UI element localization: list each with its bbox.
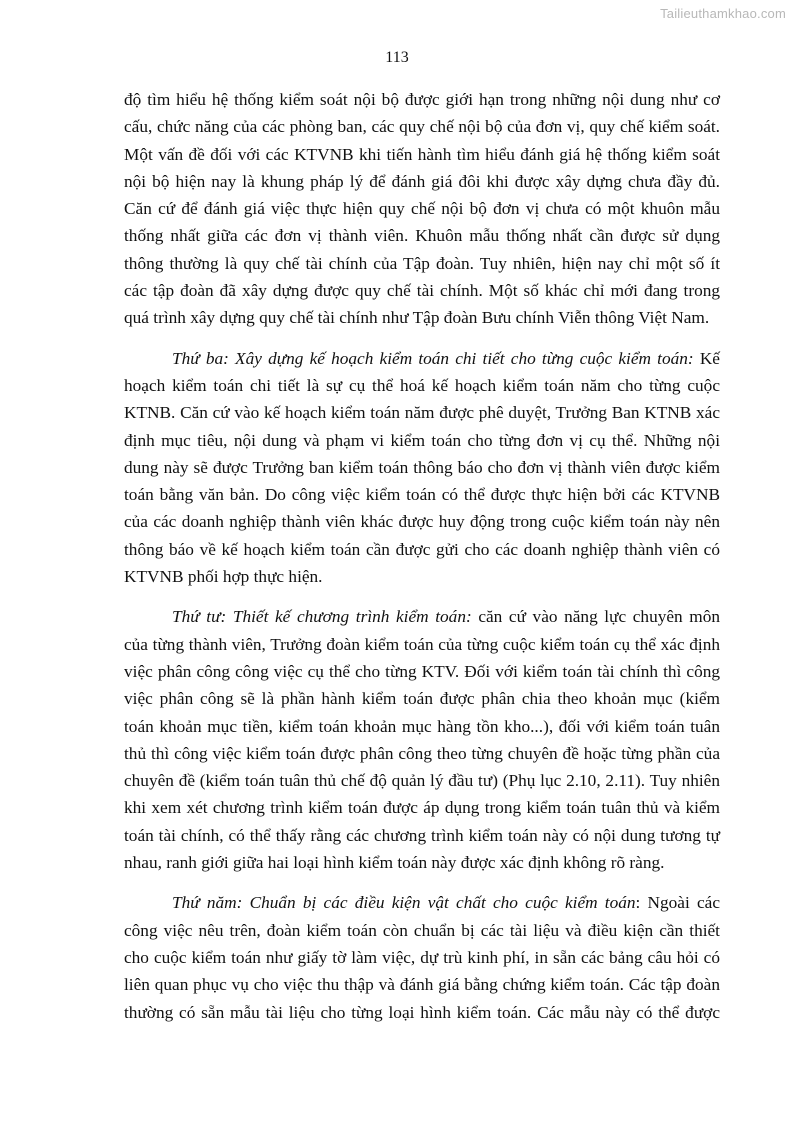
paragraph-3 bbox=[124, 603, 720, 876]
text-line: dung này sẽ được Trưởng ban kiểm toán thông báo cho đơn vị thành viên được kiểm bbox=[124, 457, 720, 477]
paragraph-4 bbox=[124, 889, 720, 1025]
heading-continuation: căn cứ vào năng lực chuyên môn bbox=[471, 607, 720, 627]
text-line: toán khoản mục tiền, kiểm toán khoản mục hàng tồn kho...), đối với kiểm toán tuân bbox=[124, 716, 720, 736]
text-line: của các doanh nghiệp thành viên khác được huy động trong cuộc kiểm toán này nên bbox=[124, 512, 720, 532]
document-body bbox=[124, 86, 720, 1039]
text-line: các tập đoàn đã xây dựng được quy chế tài chính. Một số khác chỉ mới đang trong bbox=[124, 281, 720, 301]
text-line: của từng thành viên, Trưởng đoàn kiểm toán của từng cuộc kiểm toán cụ thể xác định bbox=[124, 634, 720, 654]
text-line: Một vấn đề đối với các KTVNB khi tiến hành tìm hiểu đánh giá hệ thống kiểm soát bbox=[124, 144, 720, 164]
text-line: KTNB. Căn cứ vào kế hoạch kiểm toán năm được phê duyệt, Trưởng Ban KTNB xác bbox=[124, 403, 720, 423]
text-line bbox=[124, 345, 720, 372]
text-line: thông báo về kế hoạch kiểm toán cần được gửi cho các doanh nghiệp thành viên có bbox=[124, 539, 720, 559]
text-line: KTVNB phối hợp thực hiện. bbox=[124, 567, 323, 587]
text-line: toán bằng văn bản. Do công việc kiểm toán có thể được thực hiện bởi các KTVNB bbox=[124, 485, 720, 505]
paragraph-2 bbox=[124, 345, 720, 591]
text-line: việc phân công sẽ là phần hành kiểm toán được phân chia theo khoản mục (kiểm bbox=[124, 689, 720, 709]
text-line: định mục tiêu, nội dung và phạm vi kiểm toán cho từng đơn vị cụ thể. Những nội bbox=[124, 430, 720, 450]
page-number: 113 bbox=[385, 49, 409, 66]
text-line: cho cuộc kiểm toán như giấy tờ làm việc, dự trù kinh phí, in sẵn các bảng câu hỏi có bbox=[124, 947, 720, 967]
text-line: khi xem xét chương trình kiểm toán được áp dụng trong kiểm toán tuân thủ và kiểm bbox=[124, 798, 720, 818]
text-line: thông thường là quy chế tài chính của Tập đoàn. Tuy nhiên, hiện nay chỉ một số ít bbox=[124, 253, 720, 273]
text-line bbox=[124, 889, 720, 916]
text-line: việc phân công công việc cụ thể cho từng KTV. Đối với kiểm toán tài chính thì công bbox=[124, 661, 720, 681]
text-line: liên quan phục vụ cho việc thu thập và đánh giá bằng chứng kiểm toán. Các tập đoàn bbox=[124, 975, 720, 995]
text-line: thủ thì công việc kiểm toán được phân công theo từng chuyên đề hoặc từng phần của bbox=[124, 743, 720, 763]
text-line: cấu, chức năng của các phòng ban, các quy chế nội bộ của đơn vị, quy chế kiểm soát. bbox=[124, 117, 720, 137]
text-line: thường có sẵn mẫu tài liệu cho từng loại hình kiểm toán. Các mẫu này có thể được bbox=[124, 1002, 720, 1022]
text-line: chuyên đề (kiểm toán tuân thủ chế độ quản lý đầu tư) (Phụ lục 2.10, 2.11). Tuy nhiên bbox=[124, 771, 720, 791]
text-line: Căn cứ để đánh giá việc thực hiện quy chế nội bộ đơn vị chưa có một khuôn mẫu bbox=[124, 199, 720, 219]
paragraph-heading: Thứ năm: Chuẩn bị các điều kiện vật chất cho cuộc kiểm toán bbox=[172, 893, 636, 913]
text-line bbox=[124, 603, 720, 630]
paragraph-heading: Thứ ba: Xây dựng kế hoạch kiểm toán chi tiết cho từng cuộc kiểm toán: bbox=[172, 348, 694, 368]
heading-continuation: Kế bbox=[693, 348, 720, 368]
heading-continuation: : Ngoài các bbox=[635, 893, 720, 913]
text-line: độ tìm hiểu hệ thống kiểm soát nội bộ được giới hạn trong những nội dung như cơ bbox=[124, 90, 720, 109]
watermark-text: Tailieuthamkhao.com bbox=[660, 6, 786, 21]
paragraph-1 bbox=[124, 86, 720, 332]
text-line: thống nhất giữa các đơn vị thành viên. Khuôn mẫu thống nhất cần được sử dụng bbox=[124, 226, 720, 246]
paragraph-heading: Thứ tư: Thiết kế chương trình kiểm toán: bbox=[172, 607, 472, 627]
text-line: nhau, ranh giới giữa hai loại hình kiểm toán này được xác định không rõ ràng. bbox=[124, 853, 665, 873]
text-line: quá trình xây dựng quy chế tài chính như Tập đoàn Bưu chính Viễn thông Việt Nam. bbox=[124, 308, 710, 328]
text-line: công việc nêu trên, đoàn kiểm toán còn chuẩn bị các tài liệu và điều kiện cần thiết bbox=[124, 920, 720, 940]
text-line: hoạch kiểm toán chi tiết là sự cụ thể hoá kế hoạch kiểm toán năm cho từng cuộc bbox=[124, 375, 720, 395]
text-line: toán tài chính, có thể thấy rằng các chương trình kiểm toán này có nội dung tương tự bbox=[124, 825, 720, 845]
text-line: nội bộ hiện nay là khung pháp lý để đánh giá đôi khi được xây dựng chưa đầy đủ. bbox=[124, 171, 720, 191]
